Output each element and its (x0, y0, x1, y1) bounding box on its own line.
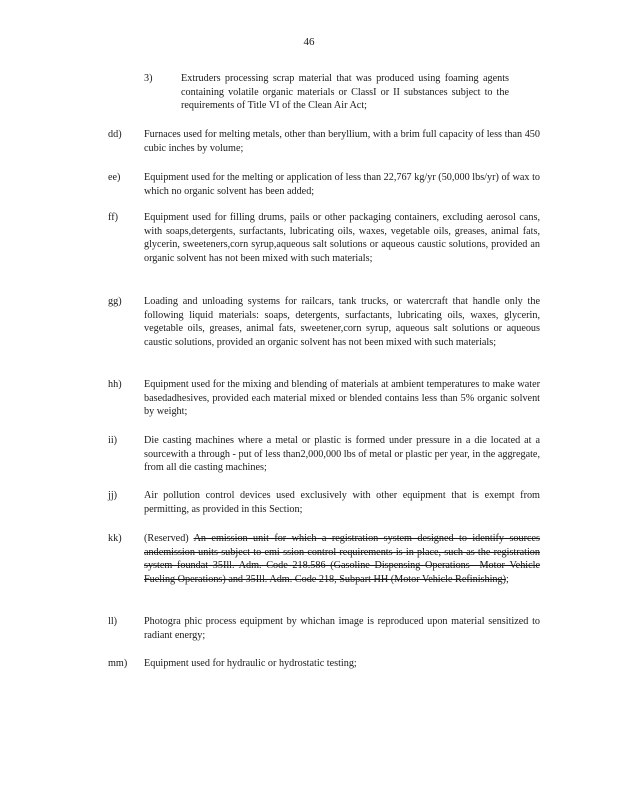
item-text-gg: Loading and unloading systems for railcars, tank trucks, or watercraft that handle only the following liquid materials: soaps, detergents, surfactants, lubricating oils, waxes, glycerin, vegetable oils, greases, animal fats, sweetener,corn syrup, aqueous salt solutions or aqueous caustic solutions, provided an organic solvent has not been mixed with such materials; (144, 296, 540, 348)
item-text-jj: Air pollution control devices used exclusively with other equipment that is exempt from permitting, as provided in this Section; (144, 490, 540, 515)
item-text-ff: Equipment used for filling drums, pails or other packaging containers, excluding aerosol cans, with soaps,detergents, surfactants, lubricating oils, waxes, vegetable oils, greases, animal fats, glycerin, sweeteners,corn syrup,aqueous salt solutions or aqueous caustic solutions, provided an organic solvent has not been mixed with such materials; (144, 212, 540, 264)
item-label-kk: kk) (108, 533, 122, 544)
item-label-ii: ii) (108, 435, 118, 446)
page-number: 46 (303, 36, 315, 48)
item-text-ii: Die casting machines where a metal or plastic is formed under pressure in a die located at a sourcewith a through - put of less than2,000,000 lbs of metal or plastic per year, in the aggregate, from all die casting machines; (144, 435, 540, 474)
sub-item-label: 3) (144, 73, 153, 84)
struck-tail: ; (506, 573, 509, 585)
item-label-dd: dd) (108, 129, 122, 140)
item-label-hh: hh) (108, 379, 122, 390)
item-label-ll: ll) (108, 616, 118, 627)
item-text-ee: Equipment used for the melting or application of less than 22,767 kg/yr (50,000 lbs/yr) of wax to which no organic solvent has been added; (144, 172, 540, 197)
reserved-text: (Reserved) (144, 533, 189, 544)
item-label-ee: ee) (108, 172, 121, 183)
item-label-jj: jj) (108, 490, 118, 501)
item-label-ff: ff) (108, 212, 118, 223)
item-text-mm: Equipment used for hydraulic or hydrostatic testing; (144, 658, 357, 669)
item-text-hh: Equipment used for the mixing and blending of materials at ambient temperatures to make water basedadhesives, provided each material mixed or blended contains less than 5% organic solvent by weight; (144, 379, 540, 418)
item-text-kk (144, 532, 540, 586)
item-text-ll: Photogra phic process equipment by whichan image is reproduced upon material sensitized to radiant energy; (144, 616, 540, 641)
item-label-gg: gg) (108, 296, 122, 307)
item-text-dd: Furnaces used for melting metals, other than beryllium, with a brim full capacity of less than 450 cubic inches by volume; (144, 129, 540, 154)
sub-item-text: Extruders processing scrap material that was produced using foaming agents containing volatile organic materials or ClassI or II substances subject to the requirements of Title VI of the Clean Air Act; (181, 73, 509, 112)
item-label-mm: mm) (108, 658, 128, 669)
struck-text: An emission unit for which a registration system designed to identify sources andemission units subject to emi-ssion control requirements is in place, such as the registration system foundat 35Ill. Adm. Code 218.586 (Gasoline Dispensing Operations –Motor Vehicle Fueling Operations) and 35Ill. Adm. Code 218, Subpart HH (Motor Vehicle Refinishing) (144, 533, 540, 585)
